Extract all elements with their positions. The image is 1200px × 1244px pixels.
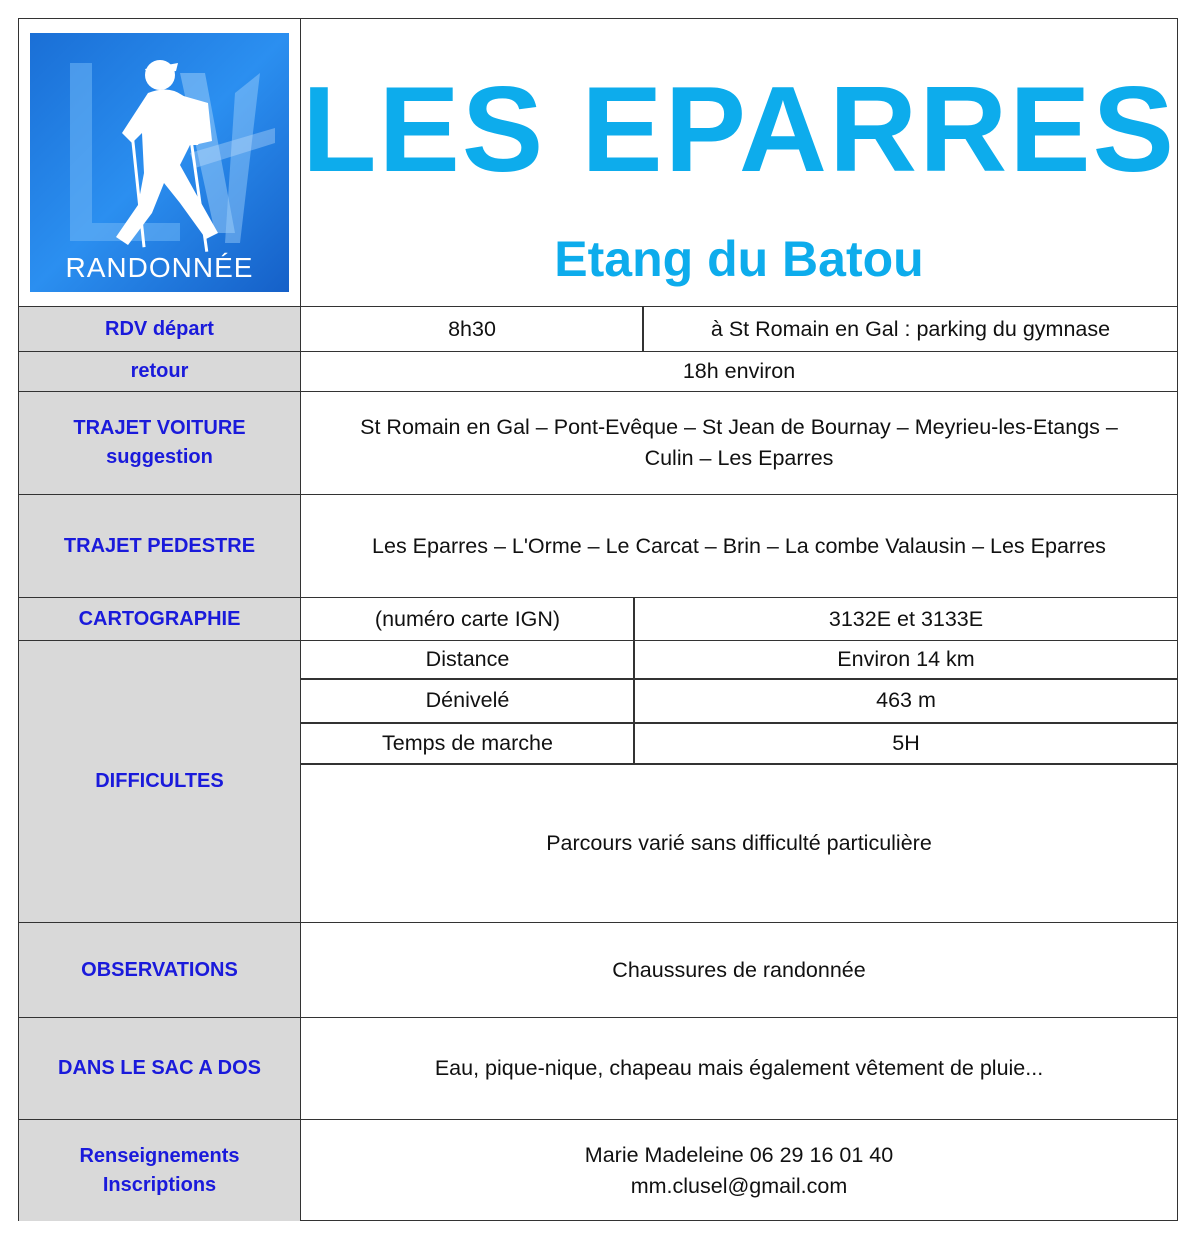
label-sac-a-dos: DANS LE SAC A DOS [19,1018,301,1119]
contact-email[interactable]: mm.clusel@gmail.com [630,1173,848,1198]
row-observations [19,922,1177,1017]
distance-value: Environ 14 km [837,647,975,671]
sac-a-dos-value: Eau, pique-nique, chapeau mais également vêtement de pluie... [434,1056,1044,1080]
carto-key: (numéro carte IGN) [374,606,561,631]
label-line: Renseignements [79,1144,240,1167]
logo-text: RANDONNÉE [65,252,254,283]
label-trajet-pedestre: TRAJET PEDESTRE [19,495,301,597]
value-line: Culin – Les Eparres [644,446,834,470]
trajet-pedestre-value: Les Eparres – L'Orme – Le Carcat – Brin – La combe Valausin – Les Eparres [372,533,1106,558]
difficulte-note: Parcours varié sans difficulté particulière [546,830,932,855]
retour-value: 18h environ [682,359,796,383]
row-retour [19,351,1177,391]
carto-value: 3132E et 3133E [828,606,984,631]
row-trajet-voiture [19,391,1177,494]
label-cartographie: CARTOGRAPHIE [19,598,301,640]
header [19,19,1177,306]
label-observations: OBSERVATIONS [19,923,301,1017]
page-title: LES EPARRES [302,61,1176,197]
observations-value: Chaussures de randonnée [612,957,866,982]
label-retour: retour [19,352,301,391]
rdv-time: 8h30 [448,316,496,341]
contact-phone: Marie Madeleine 06 29 16 01 40 [584,1142,894,1167]
denivele-value: 463 m [876,688,936,712]
divider [633,641,635,764]
label-line: suggestion [106,446,213,468]
renseignements-value [301,1120,1177,1221]
event-sheet [18,18,1178,1221]
rdv-place: à St Romain en Gal : parking du gymnase [710,316,1111,341]
temps-key: Temps de marche [382,730,553,755]
value-line: St Romain en Gal – Pont-Evêque – St Jean de Bournay – Meyrieu-les-Etangs – [360,415,1118,439]
randonnee-logo [30,33,289,292]
row-sac-a-dos [19,1017,1177,1119]
logo-cell [19,19,301,306]
row-renseignements [19,1119,1177,1221]
distance-key: Distance [425,647,510,671]
label-renseignements [19,1120,301,1221]
page-subtitle: Etang du Batou [554,231,924,287]
label-line: TRAJET VOITURE [73,417,246,439]
denivele-key: Dénivelé [425,688,510,712]
label-rdv: RDV départ [19,307,301,351]
label-difficultes: DIFFICULTES [19,641,301,922]
row-difficultes [19,640,1177,922]
row-trajet-pedestre [19,494,1177,597]
trajet-voiture-value [301,392,1177,494]
label-line: Inscriptions [102,1173,217,1196]
row-cartographie [19,597,1177,640]
label-trajet-voiture [19,392,301,494]
row-rdv [19,306,1177,351]
temps-value: 5H [892,730,920,755]
